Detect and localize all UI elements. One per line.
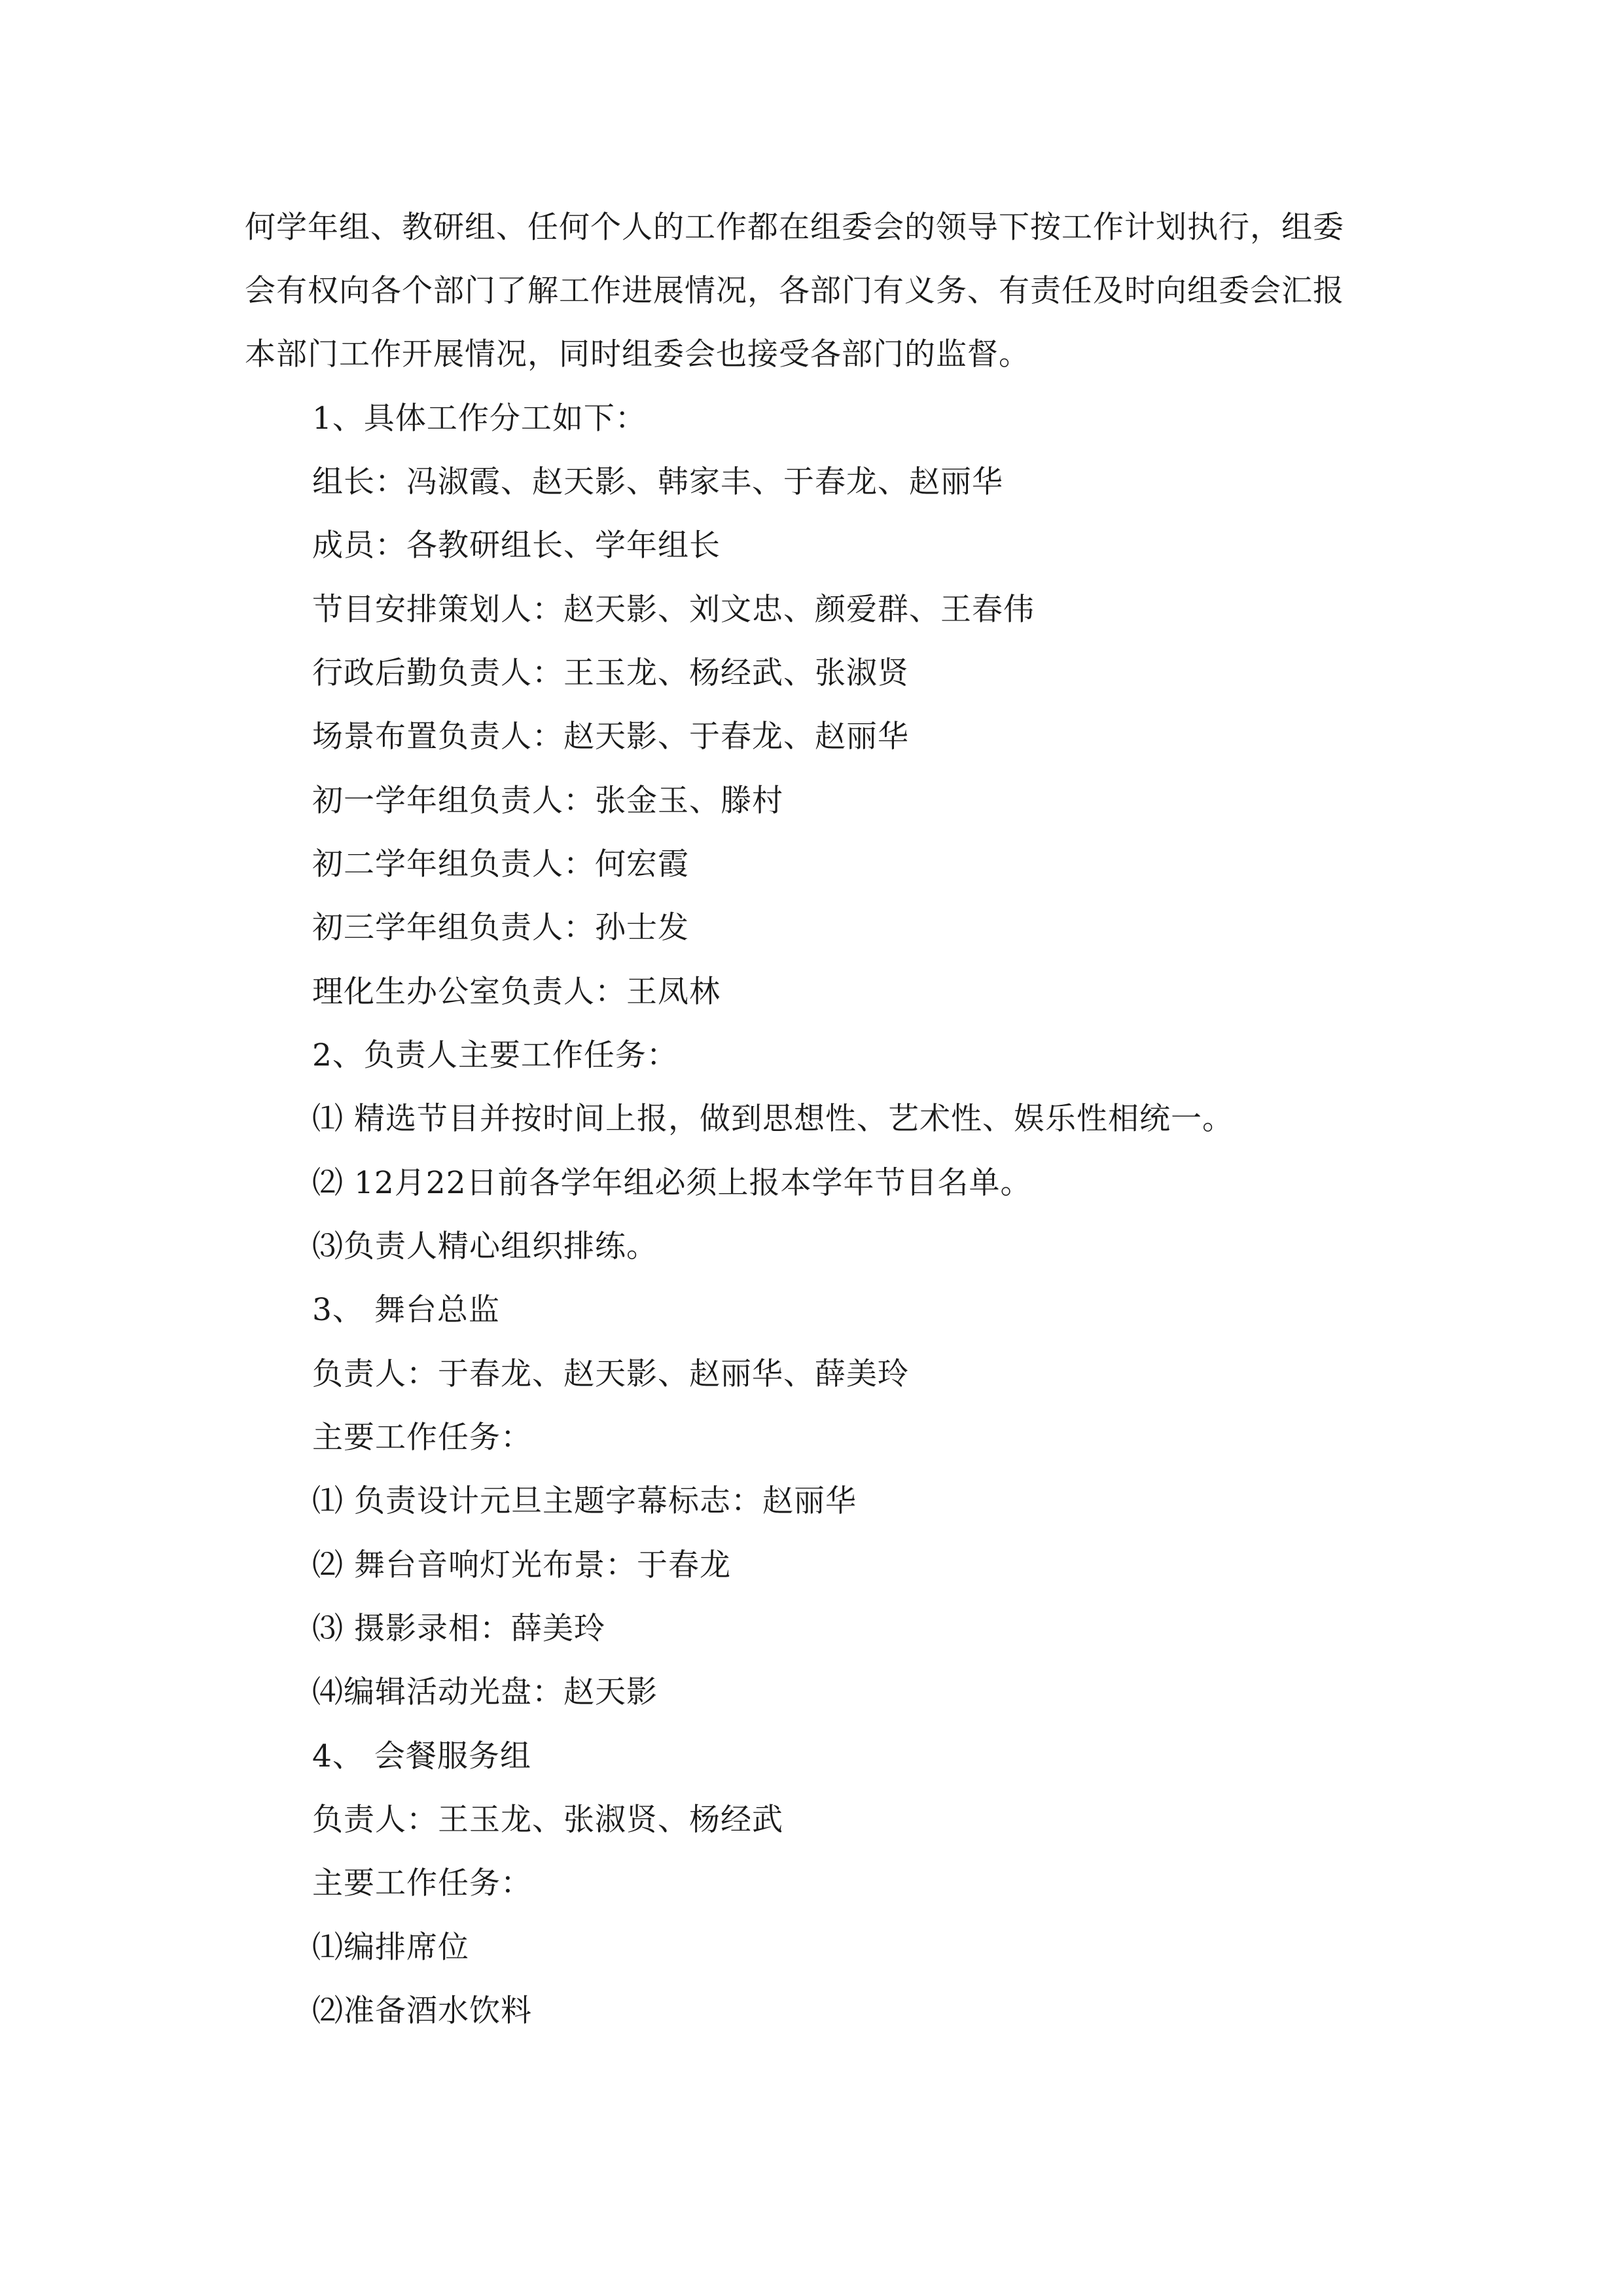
- intro-line: 会有权向各个部门了解工作进展情况，各部门有义务、有责任及时向组委会汇报: [245, 273, 1344, 309]
- list-item: ⑴ 精选节目并按时间上报，做到思想性、艺术性、娱乐性相统一。: [312, 1101, 1234, 1137]
- list-item: 场景布置负责人：赵天影、于春龙、赵丽华: [312, 719, 909, 755]
- list-item: 负责人：王玉龙、张淑贤、杨经武: [312, 1802, 783, 1838]
- list-item: 主要工作任务：: [312, 1865, 532, 1901]
- list-item: 初一学年组负责人：张金玉、滕村: [312, 783, 783, 819]
- list-item: ⑶ 摄影录相：薛美玲: [312, 1611, 605, 1647]
- list-item: 行政后勤负责人：王玉龙、杨经武、张淑贤: [312, 655, 909, 691]
- list-item: 成员：各教研组长、学年组长: [312, 528, 721, 564]
- section-heading: 2、负责人主要工作任务：: [312, 1037, 678, 1073]
- intro-line: 何学年组、教研组、任何个人的工作都在组委会的领导下按工作计划执行，组委: [245, 209, 1344, 245]
- list-item: ⑴编排席位: [312, 1929, 469, 1965]
- list-item: ⑵准备酒水饮料: [312, 1993, 532, 2029]
- list-item: 主要工作任务：: [312, 1420, 532, 1456]
- list-item: ⑴ 负责设计元旦主题字幕标志：赵丽华: [312, 1483, 857, 1519]
- intro-line: 本部门工作开展情况，同时组委会也接受各部门的监督。: [245, 336, 1030, 372]
- list-item: ⑶负责人精心组织排练。: [312, 1229, 658, 1265]
- list-item: 负责人：于春龙、赵天影、赵丽华、薛美玲: [312, 1356, 909, 1392]
- section-heading: 4、 会餐服务组: [312, 1738, 531, 1774]
- section-heading: 3、 舞台总监: [312, 1292, 500, 1328]
- list-item: 初二学年组负责人：何宏霞: [312, 846, 689, 882]
- list-item: ⑷编辑活动光盘：赵天影: [312, 1674, 658, 1710]
- section-heading: 1、具体工作分工如下：: [312, 401, 647, 437]
- list-item: ⑵ 舞台音响灯光布景：于春龙: [312, 1547, 731, 1583]
- list-item: 组长：冯淑霞、赵天影、韩家丰、于春龙、赵丽华: [312, 464, 1003, 500]
- list-item: ⑵ 12月22日前各学年组必须上报本学年节目名单。: [312, 1165, 1032, 1201]
- list-item: 理化生办公室负责人：王凤林: [312, 974, 721, 1010]
- list-item: 初三学年组负责人：孙士发: [312, 910, 689, 946]
- list-item: 节目安排策划人：赵天影、刘文忠、颜爱群、王春伟: [312, 592, 1035, 628]
